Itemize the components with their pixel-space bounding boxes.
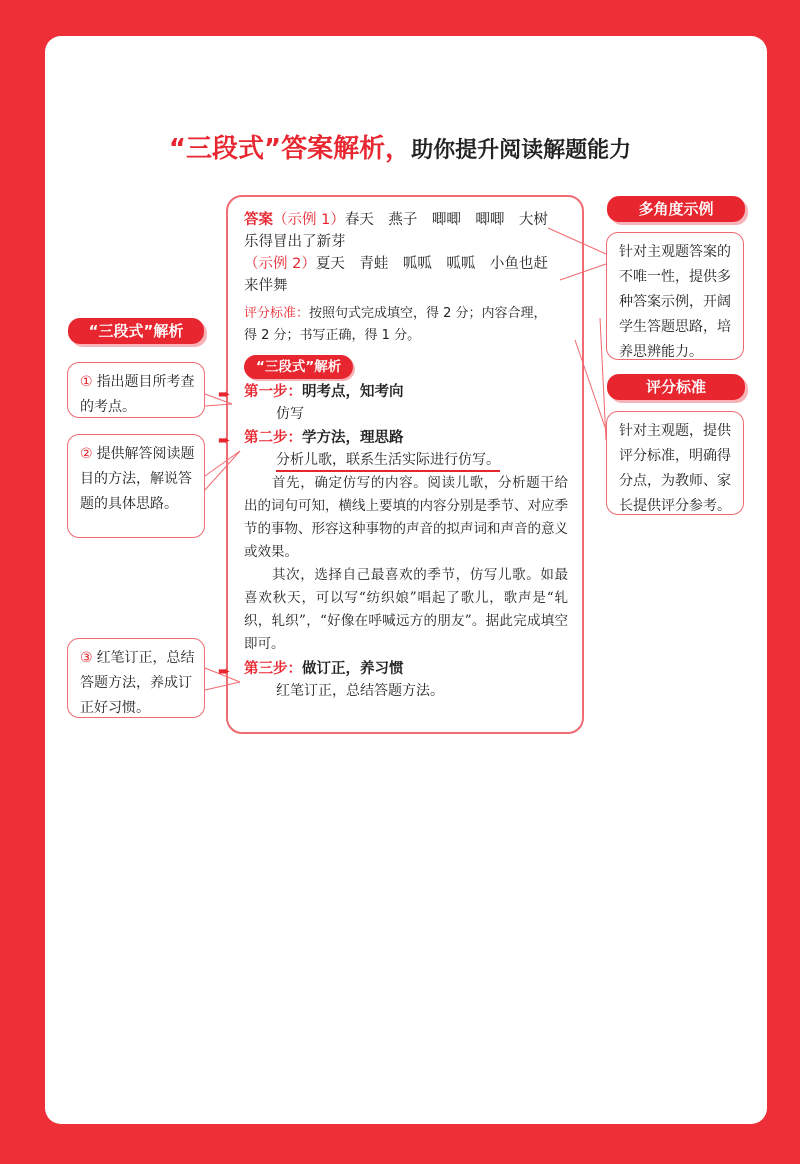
headline-black: 助你提升阅读解题能力	[411, 138, 632, 163]
note-score-standard: 针对主观题，提供评分标准，明确得分点，为教师、家长提供评分参考。	[606, 411, 744, 515]
step3-label: 第三步：	[244, 661, 302, 677]
step2-key: 分析儿歌，联系生活实际进行仿写。	[276, 450, 500, 472]
step-1	[218, 381, 568, 403]
step-3	[218, 658, 568, 680]
example1-line1: 春天 燕子 唧唧 唧唧 大树	[344, 212, 548, 228]
step2-paragraph-1: 首先，确定仿写的内容。阅读儿歌，分析题干给出的词句可知，横线上要填的内容分别是季节、对应季节的事物、形容这种事物的声音的拟声词和声音的意义或效果。	[244, 475, 568, 560]
note-step-1-text: 指出题目所考查的考点。	[80, 374, 195, 415]
score-text-1: 按照句式完成填空，得 2 分；内容合理，	[309, 306, 547, 321]
score-label: 评分标准：	[244, 306, 310, 321]
step1-body: 仿写	[276, 406, 304, 422]
example2-label: （示例 2）	[244, 256, 316, 272]
example2-line1: 夏天 青蛙 呱呱 呱呱 小鱼也赶	[315, 256, 548, 272]
step2-label: 第二步：	[244, 430, 302, 446]
step2-title: 学方法，理思路	[302, 430, 404, 446]
note-step-3-text: 红笔订正，总结答题方法，养成订正好习惯。	[80, 650, 195, 716]
note-step-2-text: 提供解答阅读题目的方法，解说答题的具体思路。	[80, 446, 195, 512]
step-arrow-icon: ➨	[218, 431, 231, 449]
number-3-icon: ③	[80, 650, 93, 666]
tag-score-standard: 评分标准	[607, 374, 745, 400]
number-1-icon: ①	[80, 374, 93, 390]
step1-label: 第一步：	[244, 384, 302, 400]
note-step-2	[67, 434, 205, 538]
answer-box	[218, 195, 584, 734]
step3-body: 红笔订正，总结答题方法。	[276, 683, 444, 699]
step2-paragraph-2: 其次，选择自己最喜欢的季节，仿写儿歌。如最喜欢秋天，可以写“纺织娘”唱起了歌儿，歌声是“轧织，轧织”，“好像在呼喊远方的朋友”。据此完成填空即可。	[244, 567, 568, 652]
analysis-pill: “三段式”解析	[244, 355, 353, 379]
step-arrow-icon: ➨	[218, 385, 231, 403]
note-multi-example: 针对主观题答案的不唯一性，提供多种答案示例，开阔学生答题思路，培养思辨能力。	[606, 232, 744, 360]
step3-title: 做订正，养习惯	[302, 661, 404, 677]
number-2-icon: ②	[80, 446, 93, 462]
note-step-1	[67, 362, 205, 418]
tag-multi-example: 多角度示例	[607, 196, 745, 222]
tag-three-step: “三段式”解析	[68, 318, 204, 344]
note-step-3	[67, 638, 205, 718]
example2-line2: 来伴舞	[244, 278, 288, 294]
step-2	[218, 427, 568, 449]
example1-label: （示例 1）	[273, 212, 345, 228]
headline-red: “三段式”答案解析，	[168, 134, 412, 164]
example1-line2: 乐得冒出了新芽	[244, 234, 346, 250]
answer-label: 答案	[244, 212, 273, 228]
score-text-2: 得 2 分；书写正确，得 1 分。	[244, 328, 421, 343]
step-arrow-icon: ➨	[218, 662, 231, 680]
step1-title: 明考点，知考向	[302, 384, 404, 400]
